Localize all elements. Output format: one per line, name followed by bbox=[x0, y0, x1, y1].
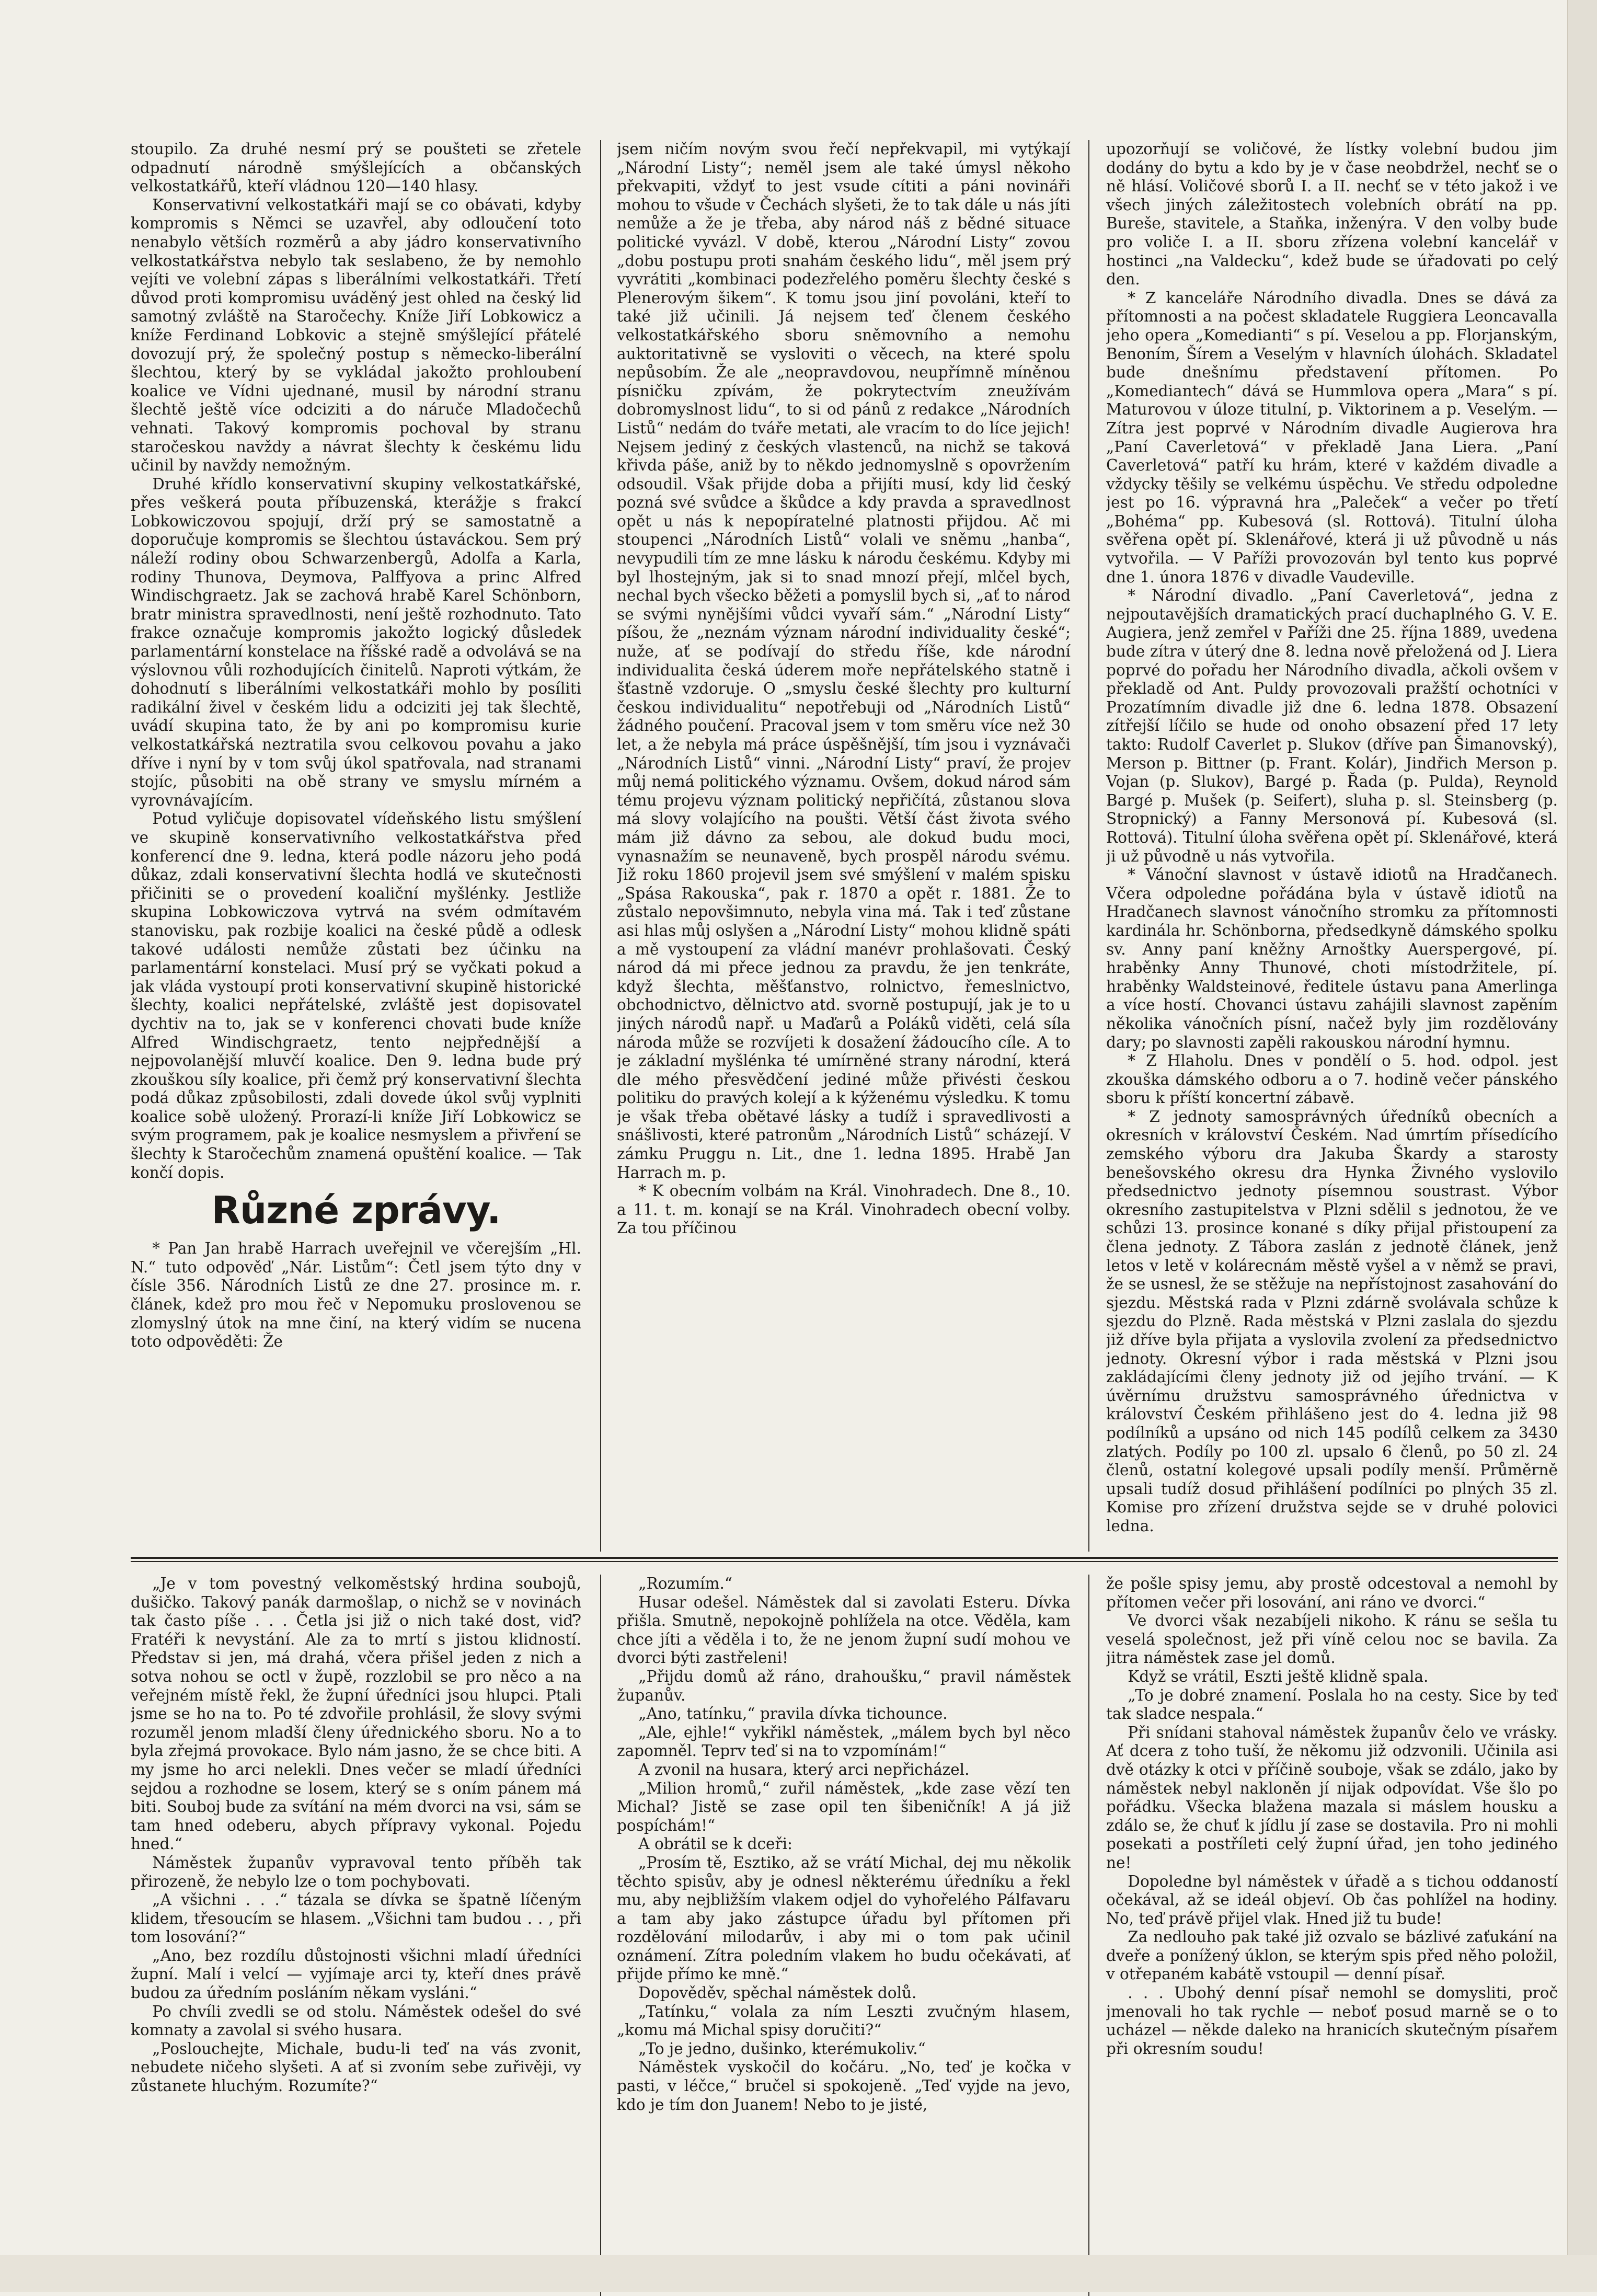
article-paragraph: Dopoledne byl náměstek v úřadě a s tichou oddaností očekával, až se ideál objeví. Ob čas pohlížel na hodiny. No, teď právě přijel vlak. Hned již tu bude! bbox=[1106, 1872, 1558, 1927]
article-paragraph: Druhé křídlo konservativní skupiny velkostatkářské, přes veškerá pouta příbuzenská, kterážje s frakcí Lobkowiczovou spojují, drží prý se samostatně a doporučuje kompromis se šlechtou ústaváckou. Sem prý náleží rodiny obou Schwarzenbergů, Adolfa a Karla, rodiny Thunova, Deymova, Palffyova a princ Alfred Windischgraetz. Jak se zachová hrabě Karel Schönborn, bratr ministra spravedlnosti, není ještě rozhodnuto. Tato frakce označuje kompromis jakožto logický důsledek parlamentární konstelace na říšské radě a odvolává se na výslovnou vůli rozhodujících činitelů. Naproti výtkám, že dohodnutí s liberálními velkostatkáři mohlo by posíliti radikální živel v českém lidu a odciziti jej tak šlechtě, uvádí skupina tato, že by ani po kompromisu kurie velkostatkářská neztratila svou celkovou povahu a jako dříve i nyní by v tom svůj úkol spatřovala, nad stranami stojíc, působiti na obě strany ve smyslu mírném a vyrovnávajícím. bbox=[131, 475, 581, 809]
feuilleton-rule bbox=[131, 1557, 1558, 1559]
page-frame bbox=[131, 140, 1558, 2114]
article-paragraph: Za nedlouho pak také již ozvalo se bázlivé zaťukání na dveře a ponížený úklon, se kterým spis před něho položil, v otřepaném kabátě vstoupil — denní písař. bbox=[1106, 1928, 1558, 1983]
article-paragraph: Když se vrátil, Eszti ještě klidně spala. bbox=[1128, 1667, 1429, 1685]
article-paragraph: A obrátil se k dceři: bbox=[638, 1835, 792, 1853]
article-paragraph: „Ano, bez rozdílu důstojnosti všichni mladí úředníci župní. Malí i velcí — vyjímaje arci ty, kteří dnes právě budou za úředním posláním někam vysláni.“ bbox=[131, 1946, 581, 2002]
article-paragraph: „Přijdu domů až ráno, drahoušku,“ pravil náměstek županův. bbox=[617, 1667, 1071, 1704]
article-paragraph: * Národní divadlo. „Paní Caverletová“, jedna z nejpoutavějších dramatických prací duchaplného G. V. E. Augiera, jenž zemřel v Paříži dne 25. října 1889, uvedena bude zítra v úterý dne 8. ledna nově přeložená od J. Liera poprvé do pořadu her Národního divadla, ačkoli ovšem v překladě od Ant. Puldy provozovali pražští ochotníci v Prozatímním divadle již dne 6. ledna 1878. Obsazení zítřejší líčilo se hude od onoho obsazení před 17 lety takto: Rudolf Caverlet p. Slukov (dříve pan Šimanovský), Merson p. Bittner (p. Frant. Kolár), Jindřich Merson p. Vojan (p. Slukov), Bargé p. Řada (p. Pulda), Reynold Bargé p. Mušek (p. Seifert), sluha p. sl. Steinsberg (p. Stropnický) a Fanny Mersonová pí. Kubesová (sl. Rottová). Titulní úloha svěřena opět pí. Sklenářové, která ji už původně u nás vytvořila. bbox=[1106, 587, 1558, 865]
article-paragraph: „Tatínku,“ volala za ním Leszti zvučným hlasem, „komu má Michal spisy doručiti?“ bbox=[617, 2002, 1071, 2039]
feuilleton-rule-thin bbox=[131, 1561, 1558, 1562]
section-heading: Různé zprávy. bbox=[211, 1188, 501, 1233]
article-paragraph: „Ano, tatínku,“ pravila dívka tichounce. bbox=[638, 1705, 948, 1723]
column-divider bbox=[1088, 1575, 1089, 2296]
article-paragraph: Při snídani stahoval náměstek županův čelo ve vrásky. Ať dcera z toho tuší, že někomu již odzvonili. Učinila asi dvě otázky k otci v příčině souboje, však se zdálo, jako by náměstek nebyl nakloněn jí nijak odpovídat. Vše šlo po pořádku. Všecka blažena mazala si máslem housku a zdálo se, že chuť k jídlu jí zase se dostavila. Pro ni mohli posekati a postříleti celý župní úřad, jen toho jediného ne! bbox=[1106, 1723, 1558, 1872]
article-paragraph: „Milion hromů,“ zuřil náměstek, „kde zase vězí ten Michal? Jistě se zase opil ten šibeničník! A já již pospíchám!“ bbox=[617, 1779, 1071, 1834]
article-paragraph: jsem ničím novým svou řečí nepřekvapil, mi vytýkají „Národní Listy“; neměl jsem ale také úmysl někoho překvapiti, vždyť to jest vsude cítiti a páni novináři mohou to všude v Čechách slyšeti, že to tak dále u nás jíti nemůže a že je třeba, aby národ náš z bědné situace politické vyvázl. V době, kterou „Národní Listy“ zovou „dobu postupu proti snahám českého lidu“, měl jsem prý vyvrátiti „kombinaci podezřelého poměru šlechty české s Plenerovým šikem“. K tomu jsou jiní povoláni, kteří to také již učinili. Já nejsem teď členem českého velkostatkářského sboru sněmovního a nemohu auktoritativně se vysloviti o věcech, na které spolu nepůsobím. Že ale „neopravdovou, neupřímně míněnou písničku zpívám, že pokrytectvím zneužívám dobromyslnost lidu“, to si od pánů z redakce „Národních Listů“ nedám do tváře metati, ale vracím to do líce jejich! Nejsem jediný z českých vlastenců, na nichž se taková křivda páše, aniž by to někdo jednomyslně s opovržením odsoudil. Však přijde doba a přijíti musí, kdy lid český pozná své svůdce a škůdce a kdy pravda a spravedlnost opět u nás k nepopíratelné platnosti přijdou. Ač mi stoupenci „Národních Listů“ volali ve sněmu „hanba“, nevypudili tím ze mne lásku k národu českému. Kdyby mi byl lhostejným, jak si to snad mnozí přejí, mlčel bych, nechal bych všecko běžeti a pomyslil bych si, „ať to národ se svými nynějšími vůdci vyvaří sám.“ „Národní Listy“ píšou, že „neznám význam národní individuality české“; nuže, ať se podívají do středu říše, kde národní individualita česká úderem moře nepřátelského statně i šťastně vzdoruje. O „smyslu české šlechty pro kulturní českou individualitu“ nepotřebuji od „Národních Listů“ žádného poučení. Pracoval jsem v tom směru více než 30 let, a že nebyla má práce úspěšnější, tím jsou i vyznávači „Národních Listů“ vinni. „Národní Listy“ praví, že projev můj nemá politického významu. Ovšem, dokud národ sám tému projevu význam politický nepřičítá, zůstanou slova má slovy volajícího na poušti. Větší část života svého mám již dávno za sebou, ale dokud budu moci, vynasnažím se neunaveně, bych prospěl národu svému. Již roku 1860 projevil jsem své smýšlení v malém spisku „Spása Rakouska“, pak r. 1870 a opět r. 1881. Že to zůstalo nepovšimnuto, nebyla vina má. Tak i teď zůstane asi hlas můj oslyšen a „Národní Listy“ mohou klidně spáti a mě vystoupení za vládní manévr prohlašovati. Český národ dá mi přece jednou za pravdu, že jen tenkráte, když šlechta, měšťanstvo, rolnictvo, řemeslnictvo, obchodnictvo, dělnictvo atd. svorně postupují, jak je to u jiných národů např. u Maďarů a Poláků viděti, celá síla národa může se rozvíjeti k dosažení žádoucího cíle. A to je základní myšlénka té umírněné strany národní, která dle mého přesvědčení jediné může přivésti českou politiku do pravých kolejí a k kýženému výsledku. K tomu je však třeba obětavé lásky a tudíž i spravedlivosti a snášlivosti, které patronům „Národních Listů“ scházejí. V zámku Pruggu n. Lit., dne 1. ledna 1895. Hrabě Jan Harrach m. p. bbox=[617, 140, 1071, 1181]
column-middle bbox=[617, 140, 1071, 1238]
article-paragraph: „A všichni . . .“ tázala se dívka se špatně líčeným klidem, třesoucím se hlasem. „Všichni tam budou . . , při tom losování?“ bbox=[131, 1891, 581, 1946]
column-right bbox=[1106, 140, 1558, 1536]
article-paragraph: upozorňují se voličové, že lístky volební budou jim dodány do bytu a kdo by je v čase neobdržel, nechť se o ně hlásí. Voličové sborů I. a II. nechť se v této jakož i ve všech jiných záležitostech volebních obrátí na pp. Bureše, stavitele, a Staňka, inženýra. V den volby bude pro voliče I. a II. sboru zřízena volební kancelář v hostinci „na Valdecku“, kdež bude se úřadovati po celý den. bbox=[1106, 140, 1558, 289]
column-divider bbox=[1088, 140, 1089, 1552]
article-paragraph: . . . Ubohý denní písař nemohl se domysliti, proč jmenovali ho tak rychle — neboť posud marně se o to ucházel — někde daleko na hranicích skutečným písařem při okresním soudu! bbox=[1106, 1984, 1558, 2058]
article-paragraph: Náměstek vyskočil do kočáru. „No, teď je kočka v pasti, v léčce,“ bručel si spokojeně. „Teď vyjde na jevo, kdo je tím don Juanem! Nebo to je jisté, bbox=[617, 2058, 1071, 2114]
article-paragraph: že pošle spisy jemu, aby prostě odcestoval a nemohl by přítomen večer při losování, ani ráno ve dvorci.“ bbox=[1106, 1575, 1558, 1611]
article-paragraph: „Ale, ejhle!“ vykřikl náměstek, „málem bych byl něco zapomněl. Teprv teď si na to vzpomínám!“ bbox=[617, 1723, 1071, 1760]
article-paragraph: Potud vyličuje dopisovatel vídeňského listu smýšlení ve skupině konservativního velkostatkářstva před konferencí dne 9. ledna, která podle názoru jeho podá důkaz, zdali konservativní šlechta hodlá ve skutečnosti přičiniti se o provedení koaliční myšlénky. Jestliže skupina Lobkowiczova vytrvá na svém odmítavém stanovisku, pak rozbije koalici na české půdě a odlesk takové události nemůže zůstati bez účinku na parlamentární konstelaci. Musí prý se vyčkati pokud a jak vláda vystoupí proti konservativní skupině historické šlechty, koalici nepřátelské, zvláště jest dopisovatel dychtiv na to, jak se v konferenci chovati bude kníže Alfred Windischgraetz, tento nejpřednější a nejpovolanější mluvčí koalice. Den 9. ledna bude prý zkouškou síly koalice, při čemž prý konservativní šlechta podá důkaz způsobilosti, zdali dovede úkol svůj vyplniti koalice sobě uložený. Prorazí-li kníže Jiří Lobkowicz se svým programem, pak je koalice nesmyslem a přivření se šlechty k Staročechům znamená opuštění koalice. — Tak končí dopis. bbox=[131, 810, 581, 1181]
article-paragraph: * Z kanceláře Národního divadla. Dnes se dává za přítomnosti a na počest skladatele Ruggiera Leoncavalla jeho opera „Komedianti“ s pí. Veselou a pp. Florjanským, Benoním, Šírem a Veselým v hlavních úlohách. Skladatel bude dnešnímu představení přítomen. Po „Komediantech“ dává se Hummlova opera „Mara“ s pí. Maturovou v úloze titulní, p. Viktorinem a p. Veselým. — Zítra jest poprvé v Národním divadle Augierova hra „Paní Caverletová“ v překladě Jana Liera. „Paní Caverletová“ patří ku hrám, které v každém divadle a vždycky těšily se velkému úspěchu. Ve středu odpoledne jest po 16. výpravná hra „Paleček“ a večer po třetí „Bohéma“ pp. Kubesová (sl. Rottová). Titulní úloha svěřena opět pí. Sklenářové, která ji už původně u nás vytvořila. — V Paříži provozován byl tento kus poprvé dne 1. února 1876 v divadle Vaudeville. bbox=[1106, 289, 1558, 586]
article-paragraph: „Je v tom povestný velkoměstský hrdina soubojů, dušičko. Takový panák darmošlap, o nichž se v novinách tak často píše . . . Četla jsi již o nich také dost, viď? Fratéři k nevystání. Ale za to mrtí s jistou klidností. Představ si jen, má drahá, včera přišel jeden z nich a sotva nohou se octl v župě, rozzlobil se pro něco a na veřejném místě řekl, že župní úředníci jsou hlupci. Ptali jsme se ho na to. Po té zdvořile prohlásil, že slovy svými rozuměl jenom mladší členy úřednického sboru. No a to byla zřejmá provokace. Bylo nám jasno, že se chce biti. A my jsme ho arci nelekli. Dnes večer se mladí úředníci sejdou a rozhodne se losem, který se s oním pánem má biti. Souboj bude za svítání na mém dvorci na vsi, sám se tam hned odeberu, abych přípravy vykonal. Pojedu hned.“ bbox=[131, 1575, 581, 1853]
page-bottom-edge bbox=[0, 2255, 1597, 2292]
article-paragraph: * Z Hlaholu. Dnes v pondělí o 5. hod. odpol. jest zkouška dámského odboru a o 7. hodině večer pánského sboru k příští koncertní zábavě. bbox=[1106, 1052, 1558, 1107]
article-paragraph: „Poslouchejte, Michale, budu-li teď na vás zvonit, nebudete ničeho slyšeti. A ať si zvoním sebe zuřivěji, vy zůstanete hluchým. Rozumíte?“ bbox=[131, 2039, 581, 2095]
column-left bbox=[131, 140, 581, 1351]
article-paragraph: A zvonil na husara, který arci nepřicházel. bbox=[638, 1760, 970, 1778]
article-paragraph: „Prosím tě, Esztiko, až se vrátí Michal, dej mu několik těchto spisův, aby je odnesl některému úředníku a řekl mu, aby nejbližším vlakem odjel do vyhořelého Pálfavaru a tam aby jako zástupce úřadu byl přítomen při rozdělování milodarův, i aby mi o tom pak učinil oznámení. Zítra poledním vlakem ho budu očekávati, ať přijde přímo ke mně.“ bbox=[617, 1853, 1071, 1983]
article-paragraph: Husar odešel. Náměstek dal si zavolati Esteru. Dívka přišla. Smutně, nepokojně pohlížela na otce. Věděla, kam chce jíti a věděla i to, že ne jenom župní sudí mohou ve dvorci býti zastřeleni! bbox=[617, 1593, 1071, 1667]
article-paragraph: * Pan Jan hrabě Harrach uveřejnil ve včerejším „Hl. N.“ tuto odpověď „Nár. Listům“: Četl jsem týto dny v čísle 356. Národních Listů ze dne 27. prosince m. r. článek, kdež pro mou řeč v Nepomuku proslovenou se zlomyslný útok na mne činí, na který vidím se nucena toto odpověděti: Že bbox=[131, 1239, 581, 1351]
feuilleton-column-right bbox=[1106, 1575, 1558, 2296]
column-divider bbox=[600, 140, 601, 1552]
feuilleton-column-middle bbox=[617, 1575, 1071, 2296]
article-paragraph: Náměstek županův vypravoval tento příběh tak přirozeně, že nebylo lze o tom pochybovati. bbox=[131, 1853, 581, 1890]
article-paragraph: Konservativní velkostatkáři mají se co obávati, kdyby kompromis s Němci se uzavřel, aby odloučení toto nenabylo větších rozměrů a aby jádro konservativního velkostatkářstva nebylo tak seslabeno, že by nemohlo vejíti ve volební zápas s liberálními velkostatkáři. Třetí důvod proti kompromisu uváděný jest ohled na český lid samotný zvláště na Staročechy. Kníže Jiří Lobkowicz a kníže Ferdinand Lobkovic a stejně smýšlející přátelé dovozují prý, že společný postup s německo-liberální šlechtou, který by se vykládal jakožto prohloubení koalice ve Vídni ujednané, musil by národní stranu šlechtě ještě více odciziti a do náruče Mladočechů vehnati. Takový kompromis pochoval by stranu staročeskou navždy a návrat šlechty k českému lidu učinil by navždy nemožným. bbox=[131, 196, 581, 475]
column-divider bbox=[600, 1575, 601, 2296]
page-edge bbox=[1567, 0, 1597, 2292]
article-paragraph: * Vánoční slavnost v ústavě idiotů na Hradčanech. Včera odpoledne pořádána byla v ústavě idiotů na Hradčanech slavnost vánočního stromku za přítomnosti kardinála hr. Schönborna, předsedkyně dámského spolku sv. Anny paní kněžny Arnoštky Auerspergové, pí. hraběnky Anny Thunové, choti místodržitele, pí. hraběnky Waldsteinové, ředitele ústavu pana Amerlinga a více hostí. Chovanci ústavu zahájili slavnost zapěním několika vánočních písní, načež byly jim rozdělovány dary; po slavnosti zapěli rakouskou národní hymnu. bbox=[1106, 866, 1558, 1051]
article-paragraph: „Rozumím.“ bbox=[638, 1575, 732, 1592]
article-paragraph: „To je jedno, dušinko, kterémukoliv.“ bbox=[638, 2039, 926, 2058]
article-paragraph: Dopověděv, spěchal náměstek dolů. bbox=[638, 1984, 917, 2002]
news-section bbox=[131, 140, 1558, 1554]
article-paragraph: * K obecním volbám na Král. Vinohradech. Dne 8., 10. a 11. t. m. konají se na Král. Vinohradech obecní volby. Za tou příčinou bbox=[617, 1182, 1071, 1237]
article-paragraph: * Z jednoty samosprávných úředníků obecních a okresních v království Českém. Nad úmrtím přísedícího zemského výboru dra Jakuba Škardy a starosty benešovského okresu dra Hynka Živného vyslovilo předsednictvo jednoty písemnou soustrast. Výbor okresního zastupitelstva v Plzni sdělil s jednotou, že ve schůzi 13. prosince konané s díky přijal přistoupení za člena jednoty. Z Tábora zaslán z jednotě článek, jenž letos v letě v kolárecnám městě vyšel a v němž se pravi, že se usnesl, že se stěžuje na nepřístojnost zasahování do sjezdu. Městská rada v Plzni zdárně svolávala schůze k sjezdu do Plzně. Rada městská v Plzni zaslala do sjezdu již dříve byla přijata a vyslovila zvolení za předsednictvo jednoty. Okresní výbor i rada městská v Plzni jsou zakládajícími členy jednoty již od jejího trvání. — K úvěrnímu družstvu samosprávného úřednictva v království Českém přihlášeno jest do 4. ledna již 98 podílníků a upsáno od nich 145 podílů celkem za 3430 zlatých. Podíly po 100 zl. upsalo 6 členů, po 50 zl. 24 členů, ostatní kolegové upsali podíly menší. Průměrně upsali tudíž dosud přihlášení podílníci po plných 35 zl. Komise pro zřízení družstva sejde se v druhé polovici ledna. bbox=[1106, 1107, 1558, 1535]
article-paragraph: stoupilo. Za druhé nesmí prý se poušteti se zřetele odpadnutí národně smýšlejících a občanských velkostatkářů, kteří vládnou 120—140 hlasy. bbox=[131, 140, 581, 196]
feuilleton-section bbox=[131, 1575, 1558, 2296]
article-paragraph: Po chvíli zvedli se od stolu. Náměstek odešel do své komnaty a zavolal si svého husara. bbox=[131, 2002, 581, 2039]
article-paragraph: „To je dobré znamení. Poslala ho na cesty. Sice by teď tak sladce nespala.“ bbox=[1106, 1686, 1558, 1723]
article-paragraph: Ve dvorci však nezabíjeli nikoho. K ránu se sešla tu veselá společnost, jež při víně celou noc se bavila. Za jitra náměstek zase jel domů. bbox=[1106, 1612, 1558, 1667]
feuilleton-column-left bbox=[131, 1575, 581, 2296]
